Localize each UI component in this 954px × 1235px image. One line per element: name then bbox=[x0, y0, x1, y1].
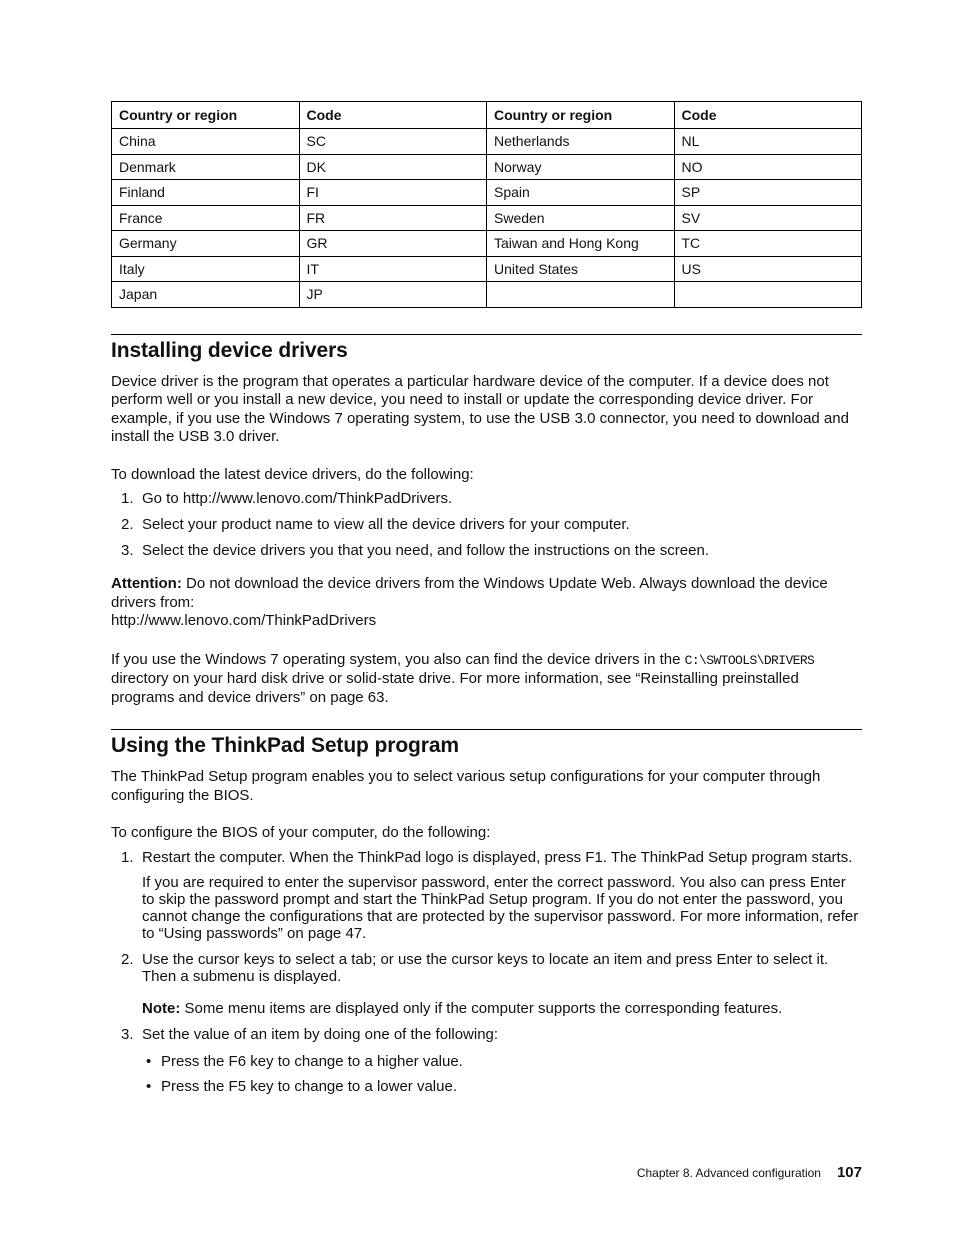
bullet-item: • Press the F5 key to change to a lower value. bbox=[146, 1077, 457, 1095]
table-header-row bbox=[112, 102, 862, 129]
section-heading: Using the ThinkPad Setup program bbox=[111, 734, 459, 757]
table-header-cell: Country or region bbox=[487, 102, 675, 129]
table-cell: GR bbox=[299, 231, 487, 257]
setup-intro: The ThinkPad Setup program enables you to select various setup configurations for your computer through configuring the BIOS. bbox=[111, 768, 821, 804]
list-item: 2. Use the cursor keys to select a tab; or use the cursor keys to locate an item and press Enter to select it. Then a submenu is displayed. Note: Some menu items are displayed only if the computer supports the corresponding features. bbox=[111, 951, 862, 1017]
attention-text: Do not download the device drivers from the Windows Update Web. Always download the device drivers from: bbox=[111, 575, 828, 611]
table-cell: NL bbox=[674, 129, 862, 155]
table-row bbox=[112, 129, 862, 155]
step-text: Use the cursor keys to select a tab; or use the cursor keys to locate an item and press Enter to select it. Then a submenu is displayed. bbox=[142, 950, 829, 985]
table-cell: IT bbox=[299, 256, 487, 282]
table-cell: DK bbox=[299, 154, 487, 180]
step-text: Go to http://www.lenovo.com/ThinkPadDrivers. bbox=[142, 490, 453, 507]
list-item: 1. Restart the computer. When the ThinkPad logo is displayed, press F1. The ThinkPad Setup program starts. If you are required to enter the supervisor password, enter the correct password. You also can press Enter to skip the password prompt and start the ThinkPad Setup program. If you do not enter the password, you cannot change the configurations that are protected by the supervisor password. For more information, refer to “Using passwords” on page 47. bbox=[111, 849, 862, 942]
attention-url: http://www.lenovo.com/ThinkPadDrivers bbox=[111, 612, 377, 629]
list-item: 1. Go to http://www.lenovo.com/ThinkPadDrivers. bbox=[121, 490, 453, 507]
table-cell: SC bbox=[299, 129, 487, 155]
note bbox=[142, 1000, 862, 1017]
table-cell: Italy bbox=[112, 256, 300, 282]
table-cell: SV bbox=[674, 205, 862, 231]
setup-lead: To configure the BIOS of your computer, do the following: bbox=[111, 824, 491, 841]
table-row bbox=[112, 154, 862, 180]
table-row bbox=[112, 205, 862, 231]
win7-text-after: directory on your hard disk drive or solid-state drive. For more information, see “Reinstalling preinstalled programs and device drivers” on page 63. bbox=[111, 670, 799, 706]
table-cell: United States bbox=[487, 256, 675, 282]
table-cell: JP bbox=[299, 282, 487, 308]
table-cell: Finland bbox=[112, 180, 300, 206]
table-header-cell: Code bbox=[674, 102, 862, 129]
table-cell: Sweden bbox=[487, 205, 675, 231]
page-number: 107 bbox=[836, 1164, 862, 1181]
attention-note bbox=[111, 575, 862, 631]
table-row bbox=[112, 282, 862, 308]
table-cell: Spain bbox=[487, 180, 675, 206]
step-text: Restart the computer. When the ThinkPad logo is displayed, press F1. The ThinkPad Setup program starts. bbox=[142, 848, 853, 866]
table-header-cell: Country or region bbox=[112, 102, 300, 129]
table-header-cell: Code bbox=[299, 102, 487, 129]
table-cell: FR bbox=[299, 205, 487, 231]
attention-label: Attention: bbox=[111, 575, 182, 592]
step-text: Set the value of an item by doing one of the following: bbox=[142, 1025, 499, 1043]
installing-drivers-section bbox=[111, 334, 862, 708]
step-text: Select the device drivers you that you need, and follow the instructions on the screen. bbox=[142, 542, 709, 559]
table-cell: France bbox=[112, 205, 300, 231]
table-cell: SP bbox=[674, 180, 862, 206]
table-row bbox=[112, 231, 862, 257]
table-cell: Taiwan and Hong Kong bbox=[487, 231, 675, 257]
win7-text-before: If you use the Windows 7 operating system, you also can find the device drivers in the bbox=[111, 650, 681, 668]
country-code-table bbox=[111, 101, 862, 308]
table-cell: Norway bbox=[487, 154, 675, 180]
setup-program-section bbox=[111, 729, 862, 1095]
table-cell bbox=[487, 282, 675, 308]
value-options bbox=[142, 1053, 862, 1095]
table-cell: FI bbox=[299, 180, 487, 206]
note-label: Note: bbox=[142, 999, 181, 1017]
table-cell: Denmark bbox=[112, 154, 300, 180]
drivers-intro: Device driver is the program that operates a particular hardware device of the computer. If a device does not perform well or you install a new device, you need to install or update the corresponding device driver. For example, if you use the Windows 7 operating system, to use the USB 3.0 connector, you need to download and install the USB 3.0 driver. bbox=[111, 372, 849, 445]
table-cell: NO bbox=[674, 154, 862, 180]
list-item: 3. Select the device drivers you that you need, and follow the instructions on the screen. bbox=[121, 542, 709, 559]
table-row bbox=[112, 256, 862, 282]
table-cell bbox=[674, 282, 862, 308]
page-footer bbox=[111, 1163, 862, 1183]
table-row bbox=[112, 180, 862, 206]
list-item: 3. Set the value of an item by doing one of the following: • Press the F6 key to change to a higher value. • Press the F5 key to change to a lower value. bbox=[111, 1026, 862, 1095]
table-cell: Germany bbox=[112, 231, 300, 257]
section-heading: Installing device drivers bbox=[111, 338, 348, 362]
table-cell: TC bbox=[674, 231, 862, 257]
setup-steps bbox=[111, 849, 862, 1095]
bullet-text: Press the F5 key to change to a lower value. bbox=[161, 1077, 457, 1095]
drivers-path: C:\SWTOOLS\DRIVERS bbox=[684, 652, 815, 668]
table-cell: China bbox=[112, 129, 300, 155]
note-text: Some menu items are displayed only if the computer supports the corresponding features. bbox=[184, 999, 783, 1017]
step-detail: If you are required to enter the supervisor password, enter the correct password. You also can press Enter to skip the password prompt and start the ThinkPad Setup program. If you do not enter the password, you cannot change the configurations that are protected by the supervisor password. For more information, refer to “Using passwords” on page 47. bbox=[142, 873, 859, 942]
list-item: 2. Select your product name to view all the device drivers for your computer. bbox=[121, 516, 630, 533]
bullet-item: • Press the F6 key to change to a higher value. bbox=[146, 1052, 463, 1070]
bullet-text: Press the F6 key to change to a higher value. bbox=[161, 1052, 463, 1070]
drivers-steps bbox=[111, 490, 862, 559]
table-cell: Netherlands bbox=[487, 129, 675, 155]
table-cell: Japan bbox=[112, 282, 300, 308]
table-cell: US bbox=[674, 256, 862, 282]
win7-paragraph bbox=[111, 651, 862, 708]
chapter-title: Chapter 8. Advanced configuration bbox=[636, 1166, 821, 1180]
step-text: Select your product name to view all the device drivers for your computer. bbox=[142, 516, 630, 533]
drivers-lead: To download the latest device drivers, do the following: bbox=[111, 465, 474, 483]
page-content bbox=[111, 101, 862, 1104]
